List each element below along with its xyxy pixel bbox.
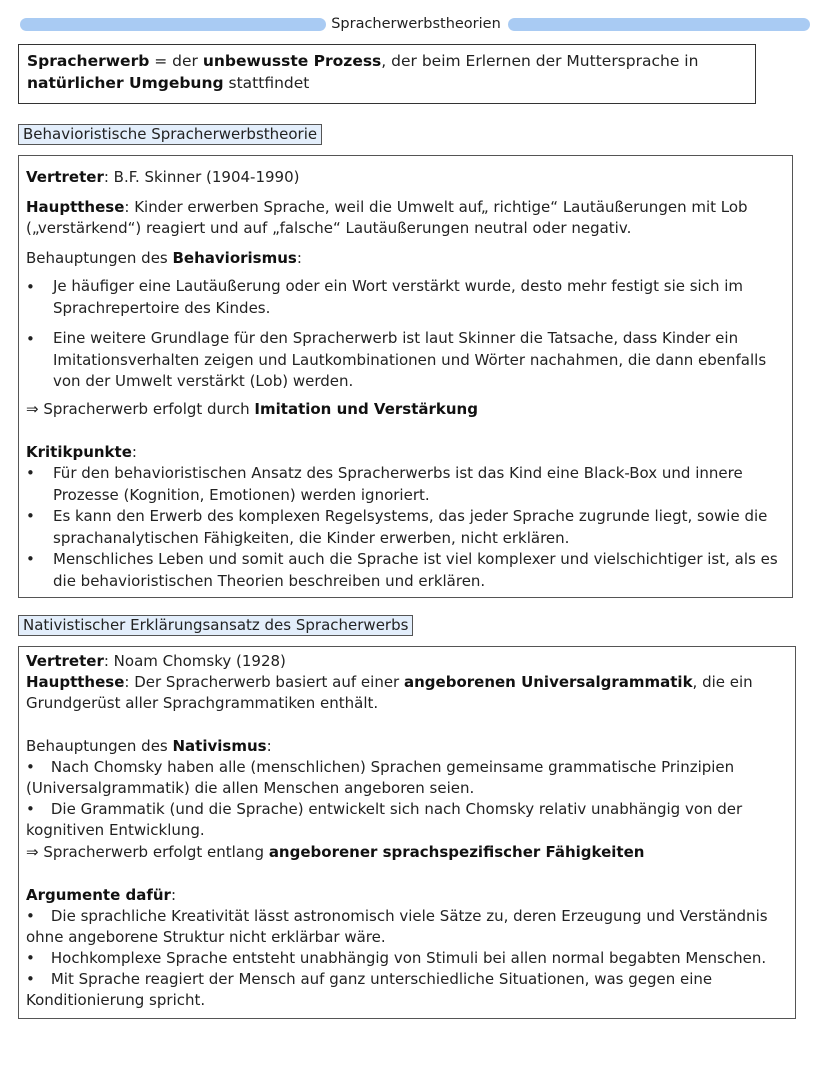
vertreter-label: Vertreter [26,652,104,670]
hauptthese-line [26,197,748,218]
list-item-text: Die sprachliche Kreativität lässt astronomisch viele Sätze zu, deren Erzeugung und Verständnis [50,907,768,925]
arguments-label: Argumente dafür [26,886,171,904]
hauptthese-line [26,672,753,693]
list-item: Menschliches Leben und somit auch die Sprache ist viel komplexer und vielschichtiger ist, als es die behavioristischen Theorien beschreiben und erklären. [53,550,778,590]
vertreter-line [26,651,286,672]
bullet-icon: • [26,278,35,296]
document-title: Spracherwerbstheorien [331,16,501,32]
claims-bold: Behaviorismus [172,249,297,267]
list-item [26,969,712,990]
hauptthese-line-2: („verstärkend“) reagiert und auf „falsche“ Lautäußerungen neutral oder negativ. [26,219,632,237]
list-item-text: Nach Chomsky haben alle (menschlichen) Sprachen gemeinsame grammatische Prinzipien [50,758,735,776]
list-item: Für den behavioristischen Ansatz des Spracherwerbs ist das Kind eine Black-Box und innere Prozesse (Kognition, Emotionen) werden ignoriert. [53,464,743,504]
claims-heading [26,736,272,757]
definition-text: = der [149,52,203,70]
hauptthese-text: : Der Spracherwerb basiert auf einer [124,673,404,691]
claims-suffix: : [296,249,302,267]
section-heading-nativism: Nativistischer Erklärungsansatz des Spracherwerbs [18,615,413,636]
hauptthese-line-2: Grundgerüst aller Sprachgrammatiken enthält. [26,694,379,712]
conclusion-line [26,399,478,420]
claims-suffix: : [266,737,272,755]
list-item-continuation: (Universalgrammatik) die allen Menschen angeboren seien. [26,779,475,797]
list-item-continuation: kognitiven Entwicklung. [26,821,205,839]
conclusion-prefix: ⇒ Spracherwerb erfolgt durch [26,400,255,418]
nativism-box [18,646,796,1019]
list-item: Eine weitere Grundlage für den Spracherwerb ist laut Skinner die Tatsache, dass Kinder ein Imitationsverhalten zeigen und Lautkombinationen und Wörter nachahmen, die dann ebenfalls von der Umwelt verstärkt (Lob) werden. [53,329,767,390]
definition-text: stattfindet [223,74,310,92]
claims-prefix: Behauptungen des [26,737,173,755]
hauptthese-label: Hauptthese [26,198,125,216]
bullet-icon: • [26,330,35,348]
vertreter-label: Vertreter [26,168,104,186]
conclusion-bold: angeborener sprachspezifischer Fähigkeiten [268,843,645,861]
conclusion-prefix: ⇒ Spracherwerb erfolgt entlang [26,843,269,861]
title-bar-right [508,18,810,31]
claims-heading [26,248,302,269]
arguments-heading [26,885,176,906]
bullet-icon: • [26,550,35,568]
critique-label: Kritikpunkte [26,443,132,461]
hauptthese-text: , die ein [692,673,753,691]
list-item-continuation: ohne angeborene Struktur nicht erklärbar wäre. [26,928,386,946]
bullet-icon: • [26,949,35,967]
conclusion-line [26,842,644,863]
critique-suffix: : [131,443,137,461]
claims-prefix: Behauptungen des [26,249,173,267]
bullet-icon: • [26,758,35,776]
list-item-text: Mit Sprache reagiert der Mensch auf ganz unterschiedliche Situationen, was gegen eine [50,970,713,988]
behaviorism-box [18,155,793,598]
section-heading-behaviorism: Behavioristische Spracherwerbstheorie [18,124,322,145]
bullet-icon: • [26,464,35,482]
hauptthese-text: : Kinder erwerben Sprache, weil die Umwelt auf„ richtige“ Lautäußerungen mit Lob [124,198,748,216]
list-item [26,948,766,969]
bullet-icon: • [26,970,35,988]
conclusion-bold: Imitation und Verstärkung [254,400,478,418]
list-item [26,799,742,820]
vertreter-line [26,167,300,188]
definition-box [18,44,756,104]
list-item [26,757,734,778]
definition-bold-process: unbewusste Prozess [202,52,382,70]
hauptthese-bold: angeborenen Universalgrammatik [404,673,693,691]
definition-bold-environment: natürlicher Umgebung [27,74,224,92]
vertreter-text: : B.F. Skinner (1904-1990) [103,168,300,186]
critique-heading [26,442,137,463]
vertreter-text: : Noam Chomsky (1928) [103,652,286,670]
bullet-icon: • [26,507,35,525]
claims-bold: Nativismus [172,737,267,755]
bullet-icon: • [26,907,35,925]
definition-text: , der beim Erlernen der Muttersprache in [381,52,699,70]
list-item [26,906,768,927]
list-item: Es kann den Erwerb des komplexen Regelsystems, das jeder Sprache zugrunde liegt, sowie die sprachanalytischen Fähigkeiten, die Kinder erwerben, nicht erklären. [53,507,768,547]
arguments-suffix: : [170,886,176,904]
list-item-continuation: Konditionierung spricht. [26,991,206,1009]
list-item-text: Die Grammatik (und die Sprache) entwickelt sich nach Chomsky relativ unabhängig von der [50,800,743,818]
hauptthese-label: Hauptthese [26,673,125,691]
bullet-icon: • [26,800,35,818]
definition-term: Spracherwerb [27,52,150,70]
title-bar-left [20,18,326,31]
list-item-text: Hochkomplexe Sprache entsteht unabhängig von Stimuli bei allen normal begabten Menschen. [50,949,767,967]
list-item: Je häufiger eine Lautäußerung oder ein Wort verstärkt wurde, desto mehr festigt sie sich im Sprachrepertoire des Kindes. [53,277,744,317]
